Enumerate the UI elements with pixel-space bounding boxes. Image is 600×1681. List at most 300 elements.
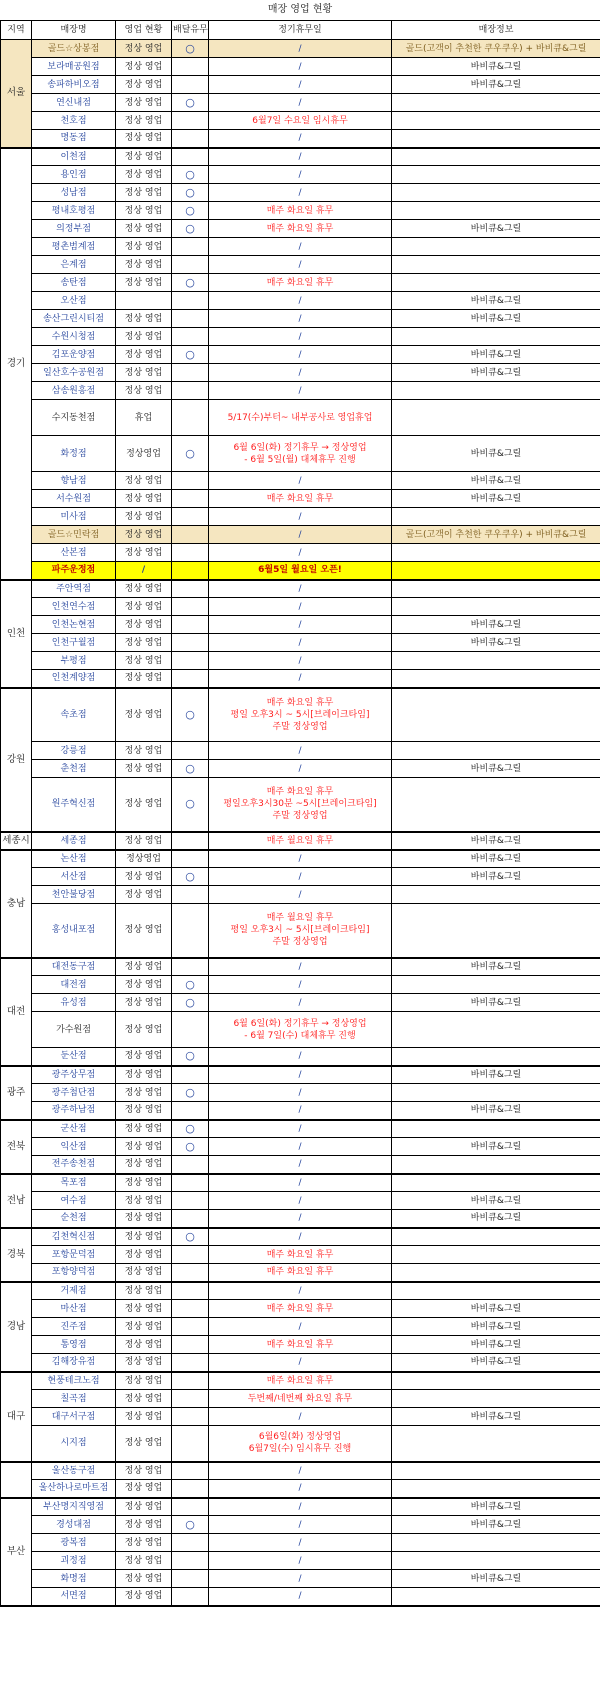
delivery-cell: ○ bbox=[172, 94, 209, 112]
holiday-cell: / bbox=[209, 850, 392, 868]
status-cell: 정상 영업 bbox=[116, 1372, 172, 1390]
delivery-cell bbox=[172, 1318, 209, 1336]
region-cell: 세종시 bbox=[1, 832, 32, 850]
status-cell: 정상 영업 bbox=[116, 904, 172, 958]
delivery-cell bbox=[172, 1390, 209, 1408]
status-cell: 정상 영업 bbox=[116, 1570, 172, 1588]
table-row bbox=[1, 1048, 600, 1066]
status-cell: 정상 영업 bbox=[116, 1102, 172, 1120]
holiday-cell: / bbox=[209, 634, 392, 652]
status-cell: 정상 영업 bbox=[116, 490, 172, 508]
store-name: 포항문덕점 bbox=[32, 1246, 116, 1264]
status-cell: 정상 영업 bbox=[116, 220, 172, 238]
store-info-cell bbox=[392, 130, 600, 148]
delivery-cell bbox=[172, 562, 209, 580]
holiday-cell: / bbox=[209, 544, 392, 562]
store-info-cell bbox=[392, 1282, 600, 1300]
status-cell: 정상 영업 bbox=[116, 1480, 172, 1498]
store-info-cell bbox=[392, 382, 600, 400]
table-row bbox=[1, 310, 600, 328]
holiday-cell: / bbox=[209, 868, 392, 886]
store-info-cell bbox=[392, 1588, 600, 1606]
holiday-cell: 매주 월요일 휴무 bbox=[209, 832, 392, 850]
holiday-cell: / bbox=[209, 760, 392, 778]
table-row bbox=[1, 958, 600, 976]
store-name: 인천논현점 bbox=[32, 616, 116, 634]
table-row bbox=[1, 1462, 600, 1480]
store-info-cell bbox=[392, 688, 600, 742]
store-name: 화정점 bbox=[32, 436, 116, 472]
delivery-cell bbox=[172, 1066, 209, 1084]
status-cell: 정상 영업 bbox=[116, 1012, 172, 1048]
table-row bbox=[1, 1282, 600, 1300]
table-row bbox=[1, 1390, 600, 1408]
store-name: 은계점 bbox=[32, 256, 116, 274]
store-info-cell: 바비큐&그릴 bbox=[392, 436, 600, 472]
store-info-cell: 바비큐&그릴 bbox=[392, 490, 600, 508]
store-info-cell bbox=[392, 112, 600, 130]
status-cell: 정상 영업 bbox=[116, 742, 172, 760]
store-info-cell bbox=[392, 1228, 600, 1246]
holiday-cell: / bbox=[209, 958, 392, 976]
holiday-cell: 매주 화요일 휴무 bbox=[209, 490, 392, 508]
status-cell: 정상 영업 bbox=[116, 1138, 172, 1156]
holiday-cell: / bbox=[209, 238, 392, 256]
delivery-cell bbox=[172, 1570, 209, 1588]
delivery-cell bbox=[172, 238, 209, 256]
store-name: 골드☆민락점 bbox=[32, 526, 116, 544]
delivery-cell: ○ bbox=[172, 166, 209, 184]
store-name: 수원시청점 bbox=[32, 328, 116, 346]
table-row bbox=[1, 1264, 600, 1282]
store-info-cell bbox=[392, 1390, 600, 1408]
table-row bbox=[1, 1102, 600, 1120]
status-cell: 정상 영업 bbox=[116, 256, 172, 274]
region-cell: 대전 bbox=[1, 958, 32, 1066]
delivery-cell: ○ bbox=[172, 184, 209, 202]
store-name: 골드☆상봉점 bbox=[32, 40, 116, 58]
holiday-cell: 매주 화요일 휴무 bbox=[209, 1264, 392, 1282]
store-info-cell bbox=[392, 148, 600, 166]
delivery-cell: ○ bbox=[172, 688, 209, 742]
table-row bbox=[1, 1534, 600, 1552]
store-name: 울산하나로마트점 bbox=[32, 1480, 116, 1498]
status-cell: 정상 영업 bbox=[116, 1084, 172, 1102]
store-info-cell: 바비큐&그릴 bbox=[392, 1516, 600, 1534]
store-info-cell: 바비큐&그릴 bbox=[392, 832, 600, 850]
delivery-cell bbox=[172, 328, 209, 346]
store-info-cell bbox=[392, 1174, 600, 1192]
delivery-cell bbox=[172, 1210, 209, 1228]
holiday-cell: / bbox=[209, 1480, 392, 1498]
store-info-cell: 바비큐&그릴 bbox=[392, 1408, 600, 1426]
holiday-cell: / bbox=[209, 1534, 392, 1552]
delivery-cell: ○ bbox=[172, 274, 209, 292]
store-info-cell: 바비큐&그릴 bbox=[392, 1318, 600, 1336]
store-name: 의정부점 bbox=[32, 220, 116, 238]
store-info-cell bbox=[392, 886, 600, 904]
store-info-cell bbox=[392, 598, 600, 616]
holiday-cell: / bbox=[209, 1516, 392, 1534]
holiday-cell: 6월5일 월요일 오픈! bbox=[209, 562, 392, 580]
status-cell: 정상 영업 bbox=[116, 598, 172, 616]
store-name: 서산점 bbox=[32, 868, 116, 886]
status-cell: 정상 영업 bbox=[116, 76, 172, 94]
delivery-cell bbox=[172, 886, 209, 904]
store-info-cell bbox=[392, 94, 600, 112]
store-name: 광복점 bbox=[32, 1534, 116, 1552]
table-row bbox=[1, 1300, 600, 1318]
status-cell: 정상 영업 bbox=[116, 616, 172, 634]
status-cell: 정상 영업 bbox=[116, 1390, 172, 1408]
delivery-cell bbox=[172, 1498, 209, 1516]
holiday-cell: / bbox=[209, 1282, 392, 1300]
holiday-cell: / bbox=[209, 1318, 392, 1336]
holiday-cell: / bbox=[209, 328, 392, 346]
store-info-cell: 바비큐&그릴 bbox=[392, 1138, 600, 1156]
store-info-cell: 바비큐&그릴 bbox=[392, 1570, 600, 1588]
status-cell: 정상 영업 bbox=[116, 1066, 172, 1084]
table-row bbox=[1, 742, 600, 760]
store-name: 군산점 bbox=[32, 1120, 116, 1138]
table-row bbox=[1, 76, 600, 94]
store-name: 홍성내포점 bbox=[32, 904, 116, 958]
status-cell: 정상 영업 bbox=[116, 544, 172, 562]
table-row bbox=[1, 1336, 600, 1354]
holiday-cell: / bbox=[209, 1120, 392, 1138]
delivery-cell: ○ bbox=[172, 40, 209, 58]
store-name: 송탄점 bbox=[32, 274, 116, 292]
holiday-cell: / bbox=[209, 1084, 392, 1102]
region-cell: 대구 bbox=[1, 1372, 32, 1462]
status-cell: 정상 영업 bbox=[116, 1246, 172, 1264]
delivery-cell: ○ bbox=[172, 1516, 209, 1534]
table-row bbox=[1, 634, 600, 652]
store-name: 용인점 bbox=[32, 166, 116, 184]
holiday-cell: / bbox=[209, 742, 392, 760]
status-cell: 정상 영업 bbox=[116, 238, 172, 256]
store-info-cell: 바비큐&그릴 bbox=[392, 1102, 600, 1120]
delivery-cell bbox=[172, 256, 209, 274]
store-info-cell bbox=[392, 1246, 600, 1264]
table-row bbox=[1, 544, 600, 562]
holiday-cell: / bbox=[209, 886, 392, 904]
status-cell: 정상 영업 bbox=[116, 1282, 172, 1300]
table-row bbox=[1, 1426, 600, 1462]
delivery-cell: ○ bbox=[172, 760, 209, 778]
table-row bbox=[1, 1174, 600, 1192]
delivery-cell bbox=[172, 58, 209, 76]
delivery-cell: ○ bbox=[172, 1120, 209, 1138]
store-info-cell: 바비큐&그릴 bbox=[392, 958, 600, 976]
store-info-cell bbox=[392, 508, 600, 526]
delivery-cell: ○ bbox=[172, 346, 209, 364]
status-cell: 정상 영업 bbox=[116, 382, 172, 400]
store-info-cell bbox=[392, 976, 600, 994]
store-name: 부평점 bbox=[32, 652, 116, 670]
store-info-cell bbox=[392, 580, 600, 598]
status-cell: 정상 영업 bbox=[116, 1534, 172, 1552]
status-cell bbox=[116, 292, 172, 310]
status-cell: 정상 영업 bbox=[116, 1192, 172, 1210]
table-row bbox=[1, 1084, 600, 1102]
store-info-cell bbox=[392, 256, 600, 274]
status-cell: 정상 영업 bbox=[116, 364, 172, 382]
store-info-cell: 바비큐&그릴 bbox=[392, 1498, 600, 1516]
store-name: 인천연수점 bbox=[32, 598, 116, 616]
table-row bbox=[1, 580, 600, 598]
delivery-cell bbox=[172, 1372, 209, 1390]
holiday-cell: 매주 화요일 휴무 bbox=[209, 1300, 392, 1318]
header-delivery: 배달유무 bbox=[172, 21, 209, 40]
holiday-cell: 매주 화요일 휴무 bbox=[209, 202, 392, 220]
delivery-cell: ○ bbox=[172, 778, 209, 832]
header-region: 지역 bbox=[1, 21, 32, 40]
table-body bbox=[1, 40, 600, 1606]
store-name: 속초점 bbox=[32, 688, 116, 742]
status-cell: 정상 영업 bbox=[116, 1336, 172, 1354]
region-cell: 강원 bbox=[1, 688, 32, 832]
table-row bbox=[1, 130, 600, 148]
delivery-cell bbox=[172, 1336, 209, 1354]
delivery-cell bbox=[172, 1408, 209, 1426]
store-info-cell: 바비큐&그릴 bbox=[392, 76, 600, 94]
store-info-cell: 골드(고객이 추천한 쿠우쿠우) + 바비큐&그릴 bbox=[392, 40, 600, 58]
store-info-cell: 바비큐&그릴 bbox=[392, 634, 600, 652]
delivery-cell bbox=[172, 1102, 209, 1120]
status-cell: 정상 영업 bbox=[116, 40, 172, 58]
table-row bbox=[1, 1120, 600, 1138]
holiday-cell: / bbox=[209, 1156, 392, 1174]
holiday-cell: / bbox=[209, 670, 392, 688]
table-row bbox=[1, 382, 600, 400]
store-name: 가수원점 bbox=[32, 1012, 116, 1048]
table-row bbox=[1, 166, 600, 184]
delivery-cell bbox=[172, 1282, 209, 1300]
table-row bbox=[1, 1012, 600, 1048]
store-name: 칠곡점 bbox=[32, 1390, 116, 1408]
region-cell: 인천 bbox=[1, 580, 32, 688]
store-info-cell bbox=[392, 400, 600, 436]
table-row bbox=[1, 778, 600, 832]
store-name: 오산점 bbox=[32, 292, 116, 310]
delivery-cell bbox=[172, 508, 209, 526]
holiday-cell: / bbox=[209, 652, 392, 670]
delivery-cell bbox=[172, 850, 209, 868]
store-info-cell bbox=[392, 1480, 600, 1498]
region-cell: 서울 bbox=[1, 40, 32, 148]
holiday-cell: / bbox=[209, 1498, 392, 1516]
store-info-cell: 바비큐&그릴 bbox=[392, 1336, 600, 1354]
holiday-cell: / bbox=[209, 382, 392, 400]
table-row bbox=[1, 1498, 600, 1516]
store-name: 경성대점 bbox=[32, 1516, 116, 1534]
holiday-cell: 5/17(수)부터~ 내부공사로 영업휴업 bbox=[209, 400, 392, 436]
table-row bbox=[1, 670, 600, 688]
store-info-cell bbox=[392, 778, 600, 832]
delivery-cell bbox=[172, 652, 209, 670]
holiday-cell: 매주 화요일 휴무 bbox=[209, 220, 392, 238]
store-info-cell bbox=[392, 166, 600, 184]
store-name: 미사점 bbox=[32, 508, 116, 526]
store-info-cell: 바비큐&그릴 bbox=[392, 1300, 600, 1318]
status-cell: 정상 영업 bbox=[116, 526, 172, 544]
table-row bbox=[1, 868, 600, 886]
holiday-cell: / bbox=[209, 1048, 392, 1066]
store-name: 원주혁신점 bbox=[32, 778, 116, 832]
table-row bbox=[1, 1138, 600, 1156]
table-row bbox=[1, 1480, 600, 1498]
store-info-cell bbox=[392, 1426, 600, 1462]
store-info-cell: 바비큐&그릴 bbox=[392, 346, 600, 364]
store-name: 논산점 bbox=[32, 850, 116, 868]
store-name: 익산점 bbox=[32, 1138, 116, 1156]
status-cell: 정상 영업 bbox=[116, 994, 172, 1012]
region-cell: 부산 bbox=[1, 1498, 32, 1606]
holiday-cell: / bbox=[209, 130, 392, 148]
store-name: 보라매공원점 bbox=[32, 58, 116, 76]
status-cell: / bbox=[116, 562, 172, 580]
holiday-cell: / bbox=[209, 1192, 392, 1210]
holiday-cell: / bbox=[209, 76, 392, 94]
table-row bbox=[1, 1228, 600, 1246]
region-cell: 경남 bbox=[1, 1282, 32, 1372]
delivery-cell bbox=[172, 292, 209, 310]
delivery-cell bbox=[172, 364, 209, 382]
holiday-cell: 매주 화요일 휴무 bbox=[209, 1246, 392, 1264]
table-row bbox=[1, 886, 600, 904]
store-info-cell bbox=[392, 274, 600, 292]
status-cell: 정상 영업 bbox=[116, 580, 172, 598]
store-name: 현풍테크노점 bbox=[32, 1372, 116, 1390]
delivery-cell bbox=[172, 616, 209, 634]
store-name: 대구서구점 bbox=[32, 1408, 116, 1426]
delivery-cell bbox=[172, 1552, 209, 1570]
table-row bbox=[1, 616, 600, 634]
holiday-cell: / bbox=[209, 1102, 392, 1120]
holiday-cell: / bbox=[209, 148, 392, 166]
holiday-cell: / bbox=[209, 1354, 392, 1372]
status-cell: 정상 영업 bbox=[116, 832, 172, 850]
table-row bbox=[1, 40, 600, 58]
status-cell: 정상 영업 bbox=[116, 148, 172, 166]
table-row bbox=[1, 1318, 600, 1336]
table-row bbox=[1, 148, 600, 166]
store-name: 산본점 bbox=[32, 544, 116, 562]
status-cell: 정상 영업 bbox=[116, 760, 172, 778]
store-name: 인천구월점 bbox=[32, 634, 116, 652]
store-name: 주안역점 bbox=[32, 580, 116, 598]
status-cell: 정상 영업 bbox=[116, 1408, 172, 1426]
table-row bbox=[1, 256, 600, 274]
holiday-cell: 두번째/네번째 화요일 휴무 bbox=[209, 1390, 392, 1408]
store-info-cell bbox=[392, 1156, 600, 1174]
store-info-cell bbox=[392, 1012, 600, 1048]
delivery-cell bbox=[172, 634, 209, 652]
holiday-cell: / bbox=[209, 472, 392, 490]
holiday-cell: 6월 6일(화) 정기휴무 → 정상영업 - 6월 7일(수) 대체휴무 진행 bbox=[209, 1012, 392, 1048]
status-cell: 정상 영업 bbox=[116, 652, 172, 670]
holiday-cell: / bbox=[209, 166, 392, 184]
store-info-cell bbox=[392, 1264, 600, 1282]
holiday-cell: / bbox=[209, 1066, 392, 1084]
delivery-cell bbox=[172, 1264, 209, 1282]
status-cell: 정상 영업 bbox=[116, 1228, 172, 1246]
store-info-cell: 바비큐&그릴 bbox=[392, 310, 600, 328]
status-cell: 휴업 bbox=[116, 400, 172, 436]
status-cell: 정상 영업 bbox=[116, 1210, 172, 1228]
delivery-cell bbox=[172, 1012, 209, 1048]
holiday-cell: / bbox=[209, 184, 392, 202]
delivery-cell bbox=[172, 382, 209, 400]
store-name: 진주점 bbox=[32, 1318, 116, 1336]
delivery-cell bbox=[172, 1462, 209, 1480]
store-info-cell bbox=[392, 1552, 600, 1570]
store-name: 거제점 bbox=[32, 1282, 116, 1300]
holiday-cell: 매주 화요일 휴무 bbox=[209, 1372, 392, 1390]
table-row bbox=[1, 490, 600, 508]
table-row bbox=[1, 760, 600, 778]
table-row bbox=[1, 1372, 600, 1390]
table-header bbox=[1, 21, 600, 40]
holiday-cell: / bbox=[209, 1588, 392, 1606]
store-info-cell: 바비큐&그릴 bbox=[392, 760, 600, 778]
region-cell: 충남 bbox=[1, 850, 32, 958]
table-row bbox=[1, 652, 600, 670]
store-info-cell: 바비큐&그릴 bbox=[392, 58, 600, 76]
store-name: 서면점 bbox=[32, 1588, 116, 1606]
status-cell: 정상 영업 bbox=[116, 184, 172, 202]
delivery-cell bbox=[172, 490, 209, 508]
delivery-cell bbox=[172, 526, 209, 544]
status-cell: 정상 영업 bbox=[116, 94, 172, 112]
holiday-cell: 6월7일 수요일 임시휴무 bbox=[209, 112, 392, 130]
delivery-cell bbox=[172, 1354, 209, 1372]
header-holiday: 정기휴무일 bbox=[209, 21, 392, 40]
holiday-cell: / bbox=[209, 976, 392, 994]
table-row bbox=[1, 202, 600, 220]
store-info-cell: 바비큐&그릴 bbox=[392, 364, 600, 382]
holiday-cell: / bbox=[209, 1138, 392, 1156]
delivery-cell bbox=[172, 904, 209, 958]
holiday-cell: / bbox=[209, 1552, 392, 1570]
holiday-cell: / bbox=[209, 364, 392, 382]
table-row bbox=[1, 1354, 600, 1372]
table-row bbox=[1, 472, 600, 490]
delivery-cell bbox=[172, 112, 209, 130]
delivery-cell: ○ bbox=[172, 994, 209, 1012]
holiday-cell: / bbox=[209, 94, 392, 112]
store-name: 마산점 bbox=[32, 1300, 116, 1318]
status-cell: 정상 영업 bbox=[116, 1516, 172, 1534]
page-title: 매장 영업 현황 bbox=[267, 4, 333, 15]
store-name: 시지점 bbox=[32, 1426, 116, 1462]
store-info-cell bbox=[392, 184, 600, 202]
table-row bbox=[1, 1210, 600, 1228]
store-info-cell bbox=[392, 652, 600, 670]
delivery-cell bbox=[172, 148, 209, 166]
table-row bbox=[1, 328, 600, 346]
delivery-cell bbox=[172, 400, 209, 436]
status-cell: 정상 영업 bbox=[116, 670, 172, 688]
store-name: 유성점 bbox=[32, 994, 116, 1012]
status-cell: 정상 영업 bbox=[116, 1354, 172, 1372]
store-name: 통영점 bbox=[32, 1336, 116, 1354]
store-info-cell: 바비큐&그릴 bbox=[392, 994, 600, 1012]
status-cell: 정상 영업 bbox=[116, 508, 172, 526]
table-row bbox=[1, 436, 600, 472]
status-cell: 정상 영업 bbox=[116, 1318, 172, 1336]
